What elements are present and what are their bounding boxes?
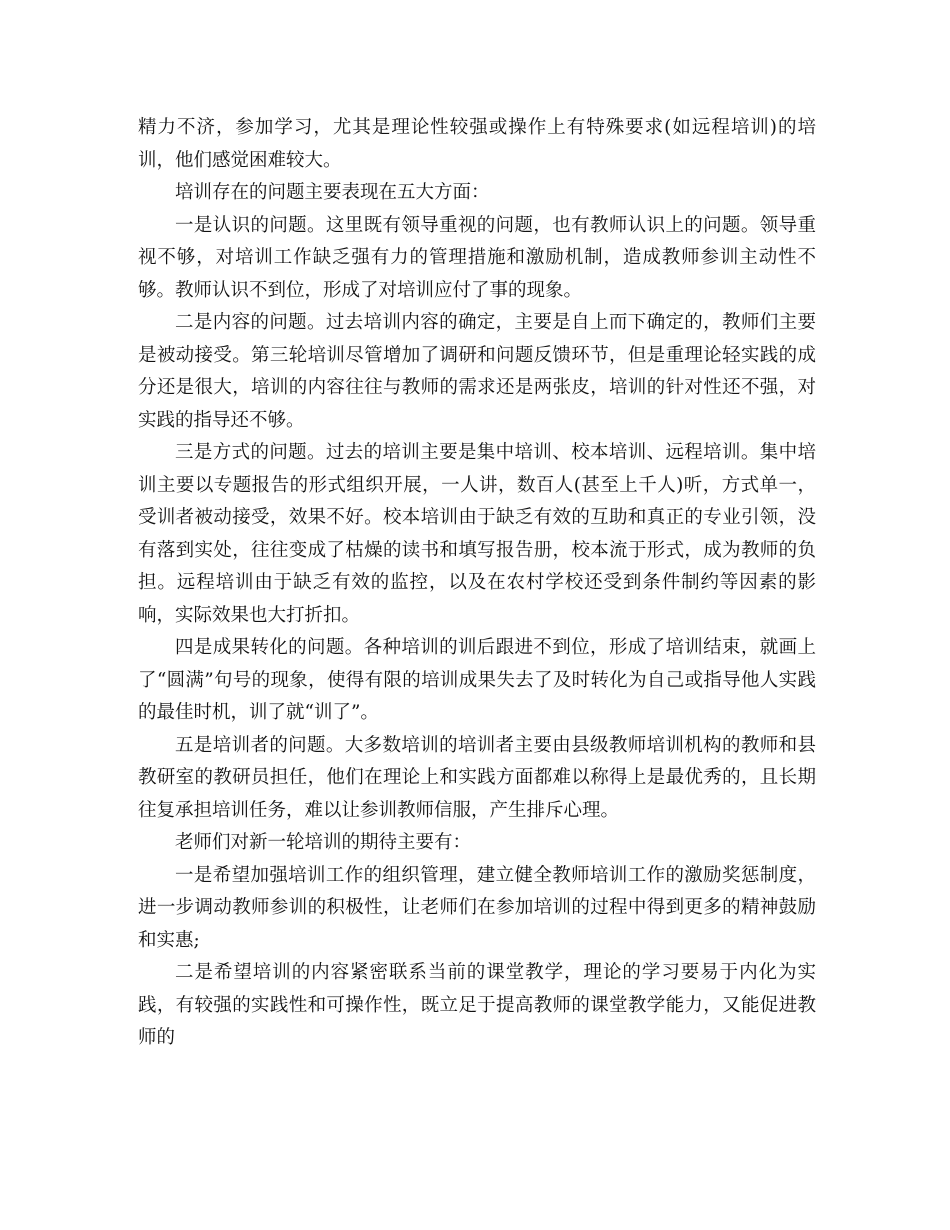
paragraph-8: 老师们对新一轮培训的期待主要有： bbox=[175, 832, 472, 853]
paragraph-4: 二是内容的问题。过去培训内容的确定，主要是自上而下确定的，教师们主要是被动接受。第三轮培训尽管增加了调研和问题反馈环节，但是重理论轻实践的成分还是很大，培训的内容往往与教师的需求还是两张皮，培训的针对性还不强，对实践的指导还不够。 bbox=[138, 312, 816, 431]
paragraph-5: 三是方式的问题。过去的培训主要是集中培训、校本培训、远程培训。集中培训主要以专题报告的形式组织开展，一人讲，数百人(甚至上千人)听，方式单一，受训者被动接受，效果不好。校本培训由于缺乏有效的互助和真正的专业引领，没有落到实处，往往变成了枯燥的读书和填写报告册，校本流于形式，成为教师的负担。远程培训由于缺乏有效的监控，以及在农村学校还受到条件制约等因素的影响，实际效果也大打折扣。 bbox=[138, 442, 816, 626]
paragraph-7: 五是培训者的问题。大多数培训的培训者主要由县级教师培训机构的教师和县教研室的教研员担任，他们在理论上和实践方面都难以称得上是最优秀的，且长期往复承担培训任务，难以让参训教师信服，产生排斥心理。 bbox=[138, 734, 816, 821]
paragraph-10: 二是希望培训的内容紧密联系当前的课堂教学，理论的学习要易于内化为实践，有较强的实践性和可操作性，既立足于提高教师的课堂教学能力，又能促进教师的 bbox=[138, 962, 816, 1048]
paragraph-6: 四是成果转化的问题。各种培训的训后跟进不到位，形成了培训结束，就画上了“圆满”句号的现象，使得有限的培训成果失去了及时转化为自己或指导他人实践的最佳时机，训了就“训了”。 bbox=[138, 637, 816, 723]
paragraph-1: 精力不济，参加学习，尤其是理论性较强或操作上有特殊要求(如远程培训)的培训，他们感觉困难较大。 bbox=[138, 117, 816, 171]
document-body bbox=[138, 112, 816, 1055]
paragraph-9: 一是希望加强培训工作的组织管理，建立健全教师培训工作的激励奖惩制度，进一步调动教师参训的积极性，让老师们在参加培训的过程中得到更多的精神鼓励和实惠; bbox=[138, 864, 816, 951]
paragraph-3: 一是认识的问题。这里既有领导重视的问题，也有教师认识上的问题。领导重视不够，对培训工作缺乏强有力的管理措施和激励机制，造成教师参训主动性不够。教师认识不到位，形成了对培训应付了事的现象。 bbox=[138, 214, 816, 301]
paragraph-2: 培训存在的问题主要表现在五大方面： bbox=[175, 182, 490, 203]
